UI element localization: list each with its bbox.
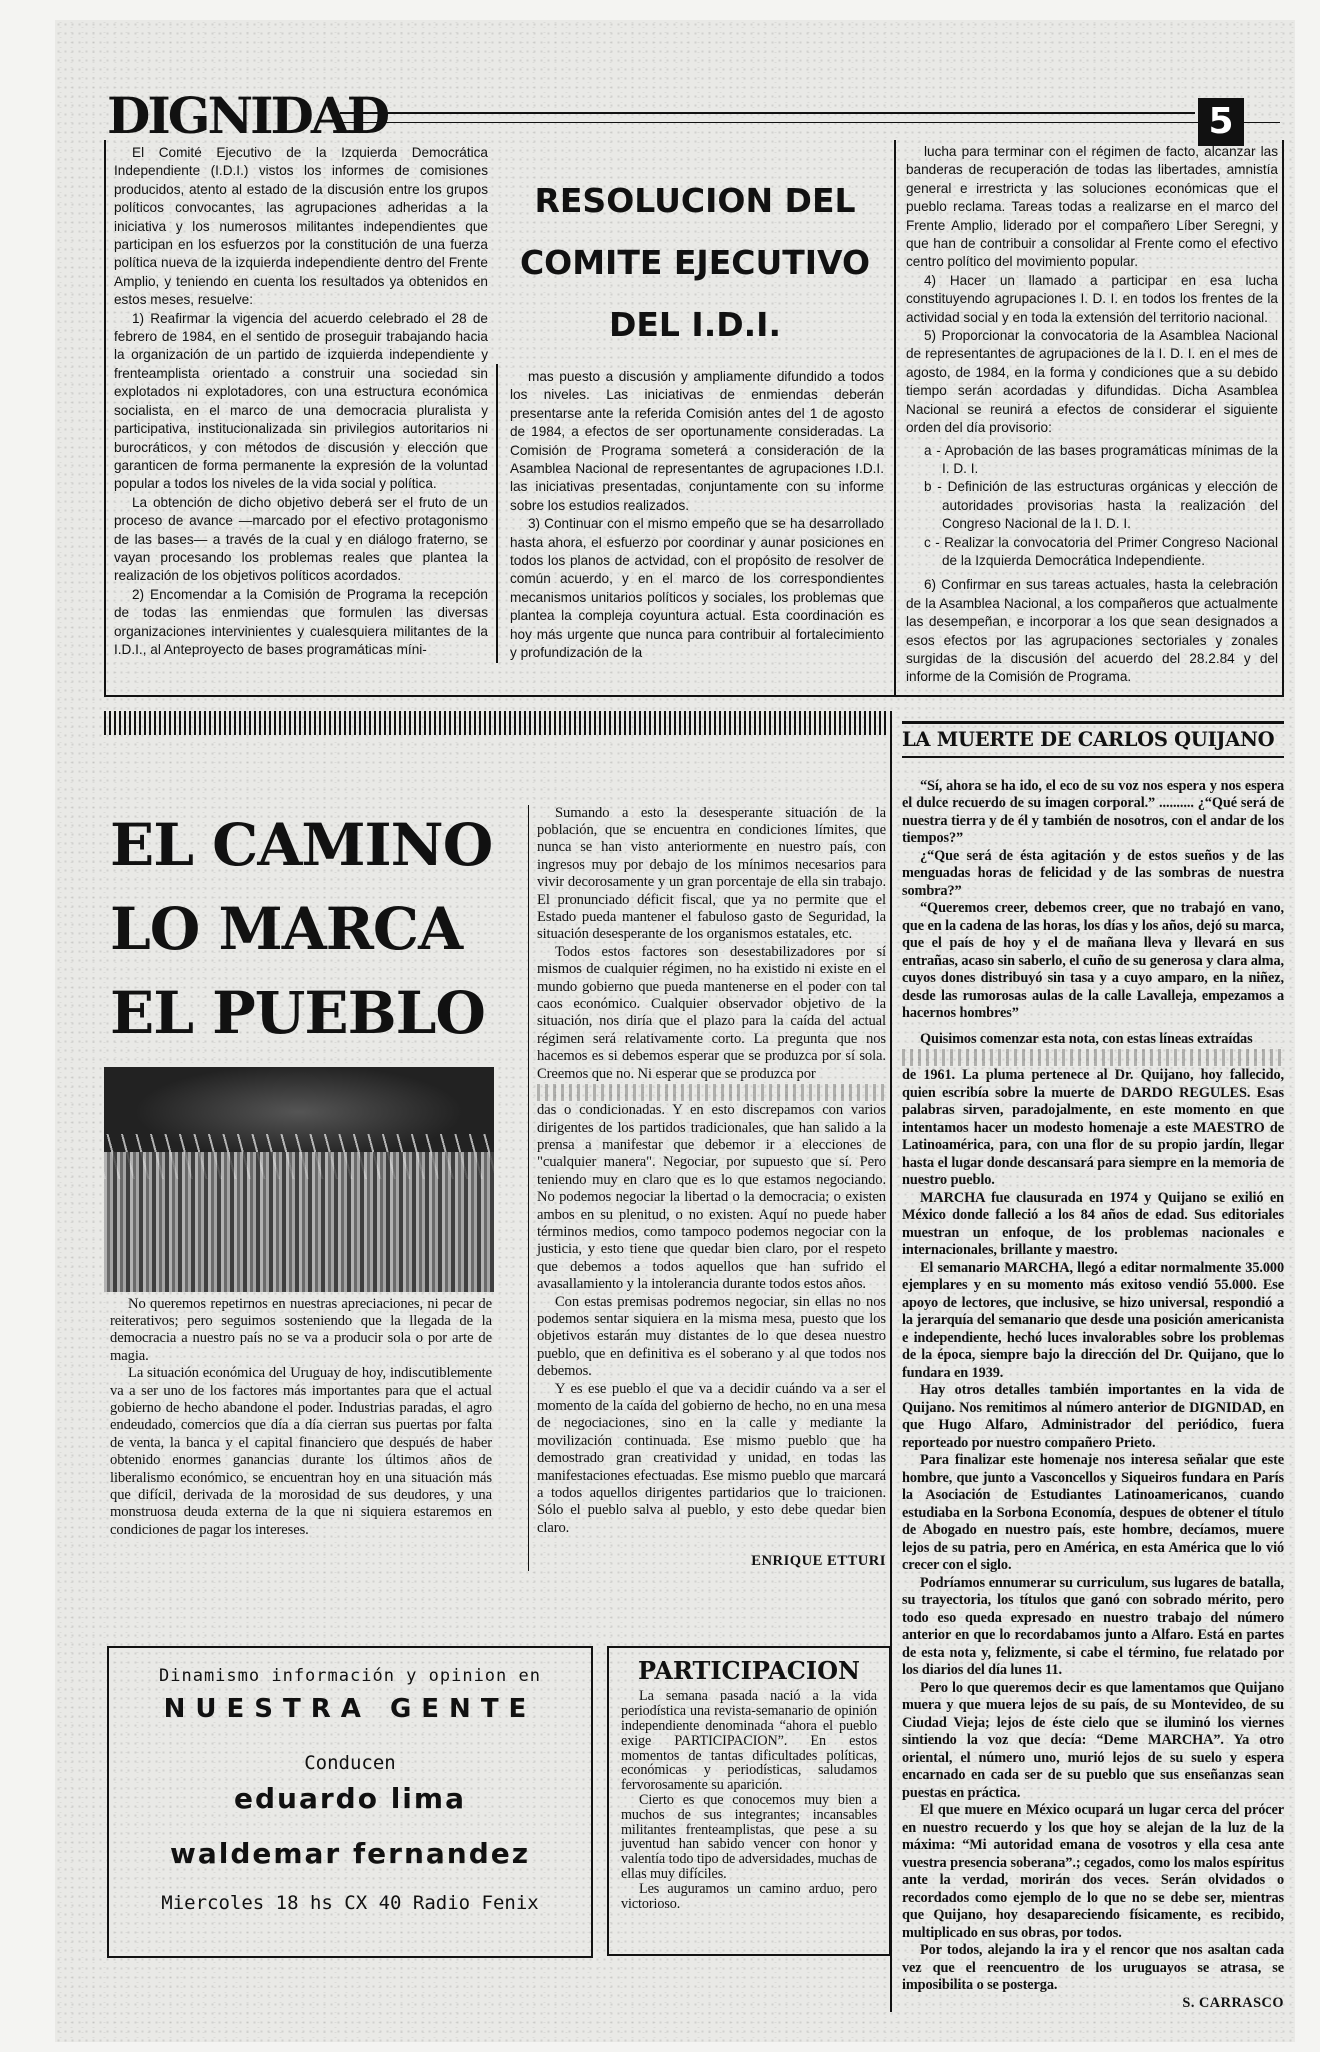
crowd-photo <box>104 1067 494 1292</box>
camino-column-2 <box>528 805 886 1571</box>
resolution-column-2 <box>496 364 894 663</box>
quijano-column <box>890 711 1284 2013</box>
ad-host-1: eduardo lima <box>234 1782 466 1816</box>
illegible-line <box>902 1049 1284 1066</box>
paragraph: Pero lo que queremos decir es que lamentamos que Quijano muera y que muera lejos de su país, de su Montevideo, de su Ciudad Vieja; lejos de éste cielo que se iluminó los viernes sintiendo la voz que decía: “Deme MARCHA”. Ya otro oriental, el número uno, murió lejos de su suelo y espera encarnado en cada ser de su pueblo que sus enseñanzas sean puestas en práctica. <box>902 1679 1284 1801</box>
radio-ad <box>107 1646 593 1958</box>
paragraph: Les auguramos un camino arduo, pero victorioso. <box>621 1880 877 1912</box>
camino-left <box>104 789 498 1625</box>
author-signature: ENRIQUE ETTURI <box>751 1553 886 1570</box>
paragraph: Por todos, alejando la ira y el rencor que nos asaltan cada vez que el reencuentro de los uruguayos se atrasa, se imposibilita o se posterga. <box>902 1942 1284 1994</box>
resolution-column-3 <box>896 140 1282 695</box>
resolution-points <box>906 143 1278 438</box>
paragraph: El que muere en México ocupará un lugar cerca del prócer en nuestro recuerdo y los que hoy se alejan de la luz de la máxima: “Mi autoridad emana de vosotros y ella cesa ante vuestra presencia soberana”.; cegados, como los malos espíritus ante la verdad, morirán dos veces. Serán olvidados o recordados como ejemplo de lo que no se debe ser, mientras que Quijano, hoy desapareciendo físicamente, es recibido, multiplicado en sus obras, por todos. <box>902 1802 1284 1941</box>
paragraph: Sumando a esto la desesperante situación de la población, que se encuentra en condiciones límites, que nunca se han visto anteriormente en nuestro país, con ingresos muy por debajo de los mínimos necesarios para vivir decorosamente y un gran porcentaje de ella sin trabajo. El pronunciado déficit fiscal, que ya no permite que el Estado pueda mantener el fabuloso gasto de Seguridad, la situación desesperante de los organismos estatales, etc. <box>537 804 886 943</box>
paragraph: MARCHA fue clausurada en 1974 y Quijano se exilió en México donde falleció a los 84 años de edad. Sus editoriales muestran un enfoque, de los problemas nacionales e internacionales, brillante y maestro. <box>902 1189 1284 1259</box>
resolution-headline <box>496 140 894 356</box>
paragraph: 4) Hacer un llamado a participar en esa lucha constituyendo agrupaciones I. D. I. en todos los frentes de la actividad social y en toda la extensión del territorio nacional. <box>906 272 1278 325</box>
headline-line: EL PUEBLO <box>110 978 485 1047</box>
paragraph: Cierto es que conocemos muy bien a muchos de sus integrantes; incansables militantes frenteamplistas, que pese a su juventud han sabido vencer con honor y valentía todo tipo de adversidades, muchas de ellas muy difíciles. <box>621 1792 877 1883</box>
paragraph: La situación económica del Uruguay de hoy, indiscutiblemente va a ser uno de los factores más importantes para que el actual gobierno de hecho abandone el poder. Industrias paradas, el agro endeudado, comercios que día a día cierran sus puertas por falta de venta, la banca y el capital financiero que después de haber obtenido enormes ganancias durante los últimos años de liberalismo económico, se encuentran hoy en una situación más que difícil, derivada de la morosidad de sus deudores, y una monstruosa deuda externa de la que ni siquiera estaremos en condiciones de pagar los intereses. <box>110 1365 492 1538</box>
headline-line: RESOLUCION DEL <box>534 181 856 220</box>
quijano-paragraphs <box>902 1067 1284 1995</box>
camino-paragraphs <box>537 1102 886 1537</box>
headline-line: COMITE EJECUTIVO <box>519 243 871 282</box>
paragraph: 3) Continuar con el mismo empeño que se ha desarrollado hasta ahora, el esfuerzo por coordinar y aunar posiciones en todos los planos de actvidad, con el propósito de resolver de común acuerdo, y en el marco de los correspondientes mecanismos unitarios políticos y sociales, los problemas que plantea la compleja coyuntura actual. Esta coordinación es hoy más urgente que nunca para contribuir al fortalecimiento y profundización de la <box>510 516 884 661</box>
paragraph: Quisimos comenzar esta nota, con estas líneas extraídas <box>920 1030 1253 1047</box>
paragraph: Podríamos ennumerar su curriculum, sus lugares de batalla, su trayectoria, los títulos que ganó con sobrado mérito, pero todo eso queda expresado en nuestro trabajo del número anterior en que lo recordabamos junto a Alfaro. Está en partes de esta nota y, felizmente, si cabe el término, fue relatado por los diarios del día lunes 11. <box>902 1574 1284 1679</box>
paragraph: 5) Proporcionar la convocatoria de la Asamblea Nacional de representantes de agrupaciones de la I. D. I. en el mes de agosto, de 1984, en la forma y condiciones que a su debido tiempo serán acordadas y difundidas. Dicha Asamblea Nacional se reunirá a efectos de considerar el siguiente orden del día provisorio: <box>906 328 1278 436</box>
paragraph: La semana pasada nació a la vida periodística una revista-semanario de opinión independiente denominada “ahora el pueblo exige PARTICIPACION”. En estos momentos de tantas dificultades políticas, económicas y periodísticas, saludamos fervorosamente su aparición. <box>621 1688 877 1794</box>
camino-headline <box>104 789 496 1055</box>
resolution-middle <box>496 140 896 695</box>
paragraph: b - Definición de las estructuras orgánicas y elección de autoridades provisorias hasta la realización del Congreso Nacional de la I. D. I. <box>924 479 1278 532</box>
quijano-headline: LA MUERTE DE CARLOS QUIJANO <box>902 721 1284 758</box>
paragraph: ¿“Que será de ésta agitación y de estos sueños y de las menguadas horas de felicidad y de las sombras de nuestra sombra?” <box>902 847 1284 899</box>
paragraph: c - Realizar la convocatoria del Primer Congreso Nacional de la Izquierda Democrática Independiente. <box>924 534 1278 568</box>
participacion-title: PARTICIPACION <box>638 1656 860 1686</box>
headline-line: LO MARCA <box>110 894 463 963</box>
paragraph: Para finalizar este homenaje nos interesa señalar que este hombre, que junto a Vasconcellos y Siqueiros fundara en París la Asociación de Estudiantes Latinoamericanos, cuando estudiaba en la Sorbona Economía, despues de obtener el título de Abogado en nuestro país, este hombre, decíamos, muere lejos de su patria, pero en América, en esta América que lo vió crecer con el siglo. <box>902 1452 1284 1574</box>
illegible-line <box>537 1084 886 1101</box>
masthead-title: DIGNIDAD <box>107 86 388 145</box>
paragraph: das o condicionadas. Y en esto discrepamos con varios dirigentes de los partidos tradicionales, que han salido a la prensa a manifestar que debemor ir a elecciones de "cualquier manera". Negociar, por supuesto que sí. Pero teniendo muy en claro que es lo que estamos negociando. No podemos negociar la libertad o la democracia; o existen ambos en su plenitud, o no existen. Aquí no puede haber términos medios, como tampoco podemos negociar con la justicia, y esto tiene que quedar bien claro, por el respeto que debemos a todos aquellos que han sufrido el avasallamiento y la intolerancia durante todos estos años. <box>537 1102 886 1293</box>
paragraph: de 1961. La pluma pertenece al Dr. Quijano, hoy fallecido, quien escribía sobre la muerte de DARDO REGULES. Esas palabras sirven, paradojalmente, en este momento en que intentamos hacer un modesto homenaje a este MAESTRO de Latinoamérica, para, con una flor de su propio jardín, llegar hasta el lugar donde descansará para siempre en la memoria de nuestro pueblo. <box>902 1067 1284 1189</box>
author-signature: S. CARRASCO <box>1182 1994 1284 2011</box>
agenda-list <box>906 442 1278 571</box>
camino-paragraphs <box>537 805 886 1084</box>
headline-line: DEL I.D.I. <box>608 305 781 344</box>
camino-column-2-wrap <box>498 789 894 1625</box>
ad-conducen: Conducen <box>304 1752 396 1775</box>
quotes <box>902 778 1284 1023</box>
page-number: 5 <box>1198 98 1244 146</box>
paragraph: 6) Confirmar en sus tareas actuales, hasta la celebración de la Asamblea Nacional, a los compañeros que actualmente las desempeñan, e incorporar a los que sean designados a esos efectos por las agrupaciones sectoriales y zonales surgidas de la discusión del acuerdo del 28.2.84 y del informe de la Comisión de Programa. <box>906 577 1278 685</box>
ad-tagline: Dinamismo información y opinion en <box>159 1666 541 1687</box>
page-content <box>104 0 1284 2052</box>
resolution-box <box>104 140 1284 697</box>
camino-column-1 <box>104 1296 496 1540</box>
section-divider-stripe <box>104 711 888 735</box>
quijano-article <box>902 778 1284 2013</box>
paragraph: El Comité Ejecutivo de la Izquierda Democrática Independiente (I.D.I.) vistos los informes de comisiones producidos, atento al estado de la discusión entre los grupos políticos convocantes, las agrupaciones adheridas a la iniciativa y los numerosos militantes independientes que participan en los esfuerzos por la constitución de una fuerza política nueva de la izquierda independiente dentro del Frente Amplio, y teniendo en cuenta los resultados ya obtenidos en estos meses, resuelve: <box>114 145 488 308</box>
paragraph: mas puesto a discusión y ampliamente difundido a todos los niveles. Las iniciativas de enmiendas deberán presentarse ante la referida Comisión antes del 1 de agosto de 1984, a efectos de ser oportunamente consideradas. La Comisión de Programa someterá a consideración de la Asamblea Nacional de representantes de agrupaciones I.D.I. las iniciativas presentadas, conjuntamente con su informe sobre los estudios realizados. <box>510 369 884 513</box>
paragraph: La obtención de dicho objetivo deberá ser el fruto de un proceso de avance —marcado por el efectivo protagonismo de las bases— a través de la cual y en diálogo fraterno, se vayan procesando los problemas reales que plantea la realización de los objetivos políticos acordados. <box>114 494 488 584</box>
bottom-boxes <box>104 1646 894 2012</box>
paragraph: No queremos repetirnos en nuestras apreciaciones, ni pecar de reiterativos; pero seguimos sosteniendo que la llegada de la democracia a nuestro país no se va a producir sola o por arte de magia. <box>110 1295 492 1364</box>
paragraph: Todos estos factores son desestabilizadores por sí mismos de cualquier régimen, no ha existido ni existe en el mundo gobierno que pueda mantenerse en el poder con tal caos económico. Cualquier observador objetivo de la situación, nos diría que el plazo para la caída del actual régimen será relativamente corto. La pregunta que nos hacemos es si debemos esperar que se produzca por sí sola. Creemos que no. Ni esperar que se produzca por <box>537 943 886 1082</box>
paragraph: El semanario MARCHA, llegó a editar normalmente 35.000 ejemplares y en su momento más exitoso vendió 55.000. Ese apoyo de lectores, que inclusive, se hizo universal, respondió a la jerarquía del semanario que desde una posición americanista e independiente, hechó luces invalorables sobre los problemas de la época, siempre bajo la dirección del Dr. Quijano, que lo fundara en 1939. <box>902 1259 1284 1381</box>
paragraph: “Sí, ahora se ha ido, el eco de su voz nos espera y nos espera el dulce recuerdo de su imagen corporal.” .......... ¿“Qué será de nuestra tierra y de él y también de nosotros, con el andar de los tiempos?” <box>902 777 1284 847</box>
ad-host-2: waldemar fernandez <box>169 1837 531 1871</box>
headline-line: EL CAMINO <box>110 810 493 879</box>
paragraph: 2) Encomendar a la Comisión de Programa la recepción de todas las enmiendas que formulen las diversas organizaciones intervinientes y cualesquiera militantes de la I.D.I., al Anteproyecto de bases programáticas míni- <box>114 586 488 657</box>
lower-section <box>104 711 1284 2013</box>
paragraph: lucha para terminar con el régimen de facto, alcanzar las banderas de recuperación de todas las libertades, amnistía general e irrestricta y las soluciones económicas que el pueblo reclama. Tareas todas a realizarse en el marco del Frente Amplio, liderado por el compañero Líber Seregni, y que han de contribuir a consolidar al Frente como el efectivo centro político del movimiento popular. <box>906 144 1278 270</box>
paragraph: “Queremos creer, debemos creer, que no trabajó en vano, que en la cadena de las horas, los días y los años, dejó su marca, que el país de hoy y el de mañana lleva y llevará en sus entrañas, acaso sin saberlo, el cuño de su generosa y clara alma, cuyos dones distribuyó sin tasa y a cuyo amparo, en la niñez, desde las rumorosas aulas de la calle Lavalleja, empezamos a hacernos hombres” <box>902 900 1284 1022</box>
paragraph: Con estas premisas podremos negociar, sin ellas no nos podemos sentar siquiera en la misma mesa, puesto que los objetivos estarán muy distantes de lo que desea nuestro pueblo, que en definitiva es el soberano y al que todos nos debemos. <box>537 1293 886 1380</box>
paragraph: a - Aprobación de las bases programáticas mínimas de la I. D. I. <box>924 442 1278 476</box>
participacion-box <box>607 1646 891 1956</box>
resolution-column-1 <box>106 140 496 695</box>
paragraph: 1) Reafirmar la vigencia del acuerdo celebrado el 28 de febrero de 1984, en el sentido de proseguir trabajando hacia la organización de un partido de izquierda independiente y frenteamplista orientado a construir una sociedad sin explotados ni explotadores, con una estructura económica socialista, en el marco de una democracia pluralista y participativa, institucionalizada sin privilegios autoritarios ni burocráticos, y con métodos de discusión y elección que garanticen de forma permanente la expresión de la voluntad popular a todos los niveles de la vida social y política. <box>114 310 488 492</box>
ad-schedule: Miercoles 18 hs CX 40 Radio Fenix <box>161 1892 539 1915</box>
paragraph: Y es ese pueblo el que va a decidir cuándo va a ser el momento de la caída del gobierno de hecho, no en una mesa de negociaciones, sino en la calle y mediante la movilización continuada. Ese mismo pueblo que ha demostrado gran creatividad y unidad, en todas las manifestaciones efectuadas. Ese mismo pueblo que marcará a todos aquellos dirigentes partidarios que lo traicionen. Sólo el pueblo salva al pueblo, y esto debe quedar bien claro. <box>537 1380 886 1536</box>
paragraph: Hay otros detalles también importantes en la vida de Quijano. Nos remitimos al número anterior de DIGNIDAD, en que Hugo Alfaro, Administrador del periódico, fuera reporteado por nuestro compañero Prieto. <box>902 1382 1284 1451</box>
ad-program-name: NUESTRA GENTE <box>163 1694 537 1725</box>
resolution-point-6 <box>906 576 1278 686</box>
participacion-body <box>609 1689 889 1911</box>
crowd <box>104 1152 494 1292</box>
